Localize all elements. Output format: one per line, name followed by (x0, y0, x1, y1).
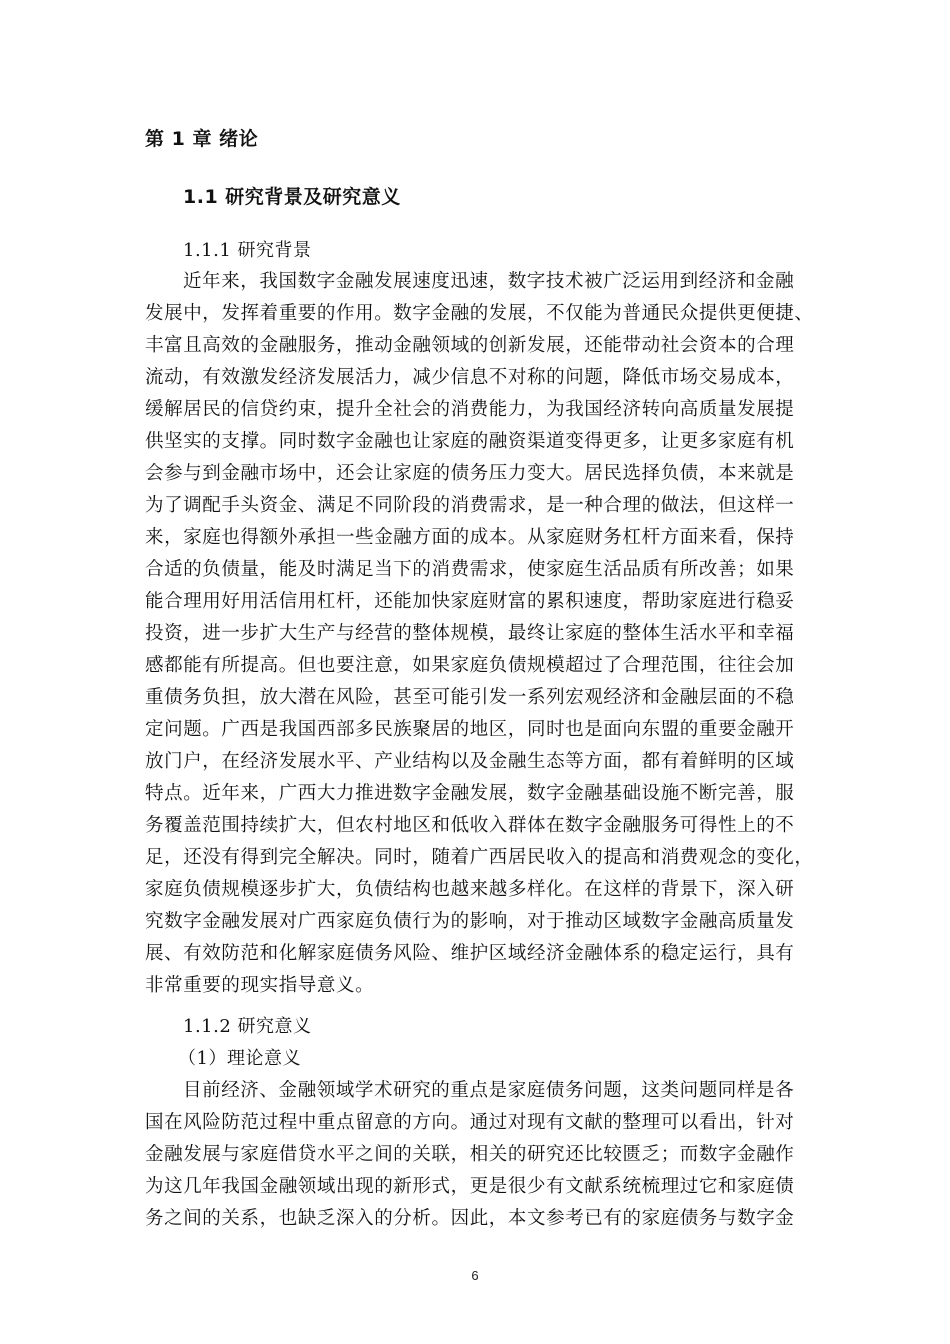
paragraph-line: 定问题。广西是我国西部多民族聚居的地区，同时也是面向东盟的重要金融开 (145, 719, 795, 740)
paragraph-line: 合适的负债量，能及时满足当下的消费需求，使家庭生活品质有所改善；如果 (145, 559, 795, 580)
paragraph-line: 丰富且高效的金融服务，推动金融领域的创新发展，还能带动社会资本的合理 (145, 335, 795, 356)
paragraph-line: 家庭负债规模逐步扩大，负债结构也越来越多样化。在这样的背景下，深入研 (145, 879, 795, 900)
paragraph-line: 国在风险防范过程中重点留意的方向。通过对现有文献的整理可以看出，针对 (145, 1112, 795, 1133)
paragraph-line: 为了调配手头资金、满足不同阶段的消费需求，是一种合理的做法，但这样一 (145, 495, 795, 516)
paragraph-line: 近年来，我国数字金融发展速度迅速，数字技术被广泛运用到经济和金融 (183, 271, 795, 292)
paragraph-line: 放门户，在经济发展水平、产业结构以及金融生态等方面，都有着鲜明的区域 (145, 751, 795, 772)
item-heading-theory: （1）理论意义 (178, 1048, 301, 1069)
paragraph-line: 感都能有所提高。但也要注意，如果家庭负债规模超过了合理范围，往往会加 (145, 655, 795, 676)
paragraph-line: 投资，进一步扩大生产与经营的整体规模，最终让家庭的整体生活水平和幸福 (145, 623, 795, 644)
paragraph-line: 能合理用好用活信用杠杆，还能加快家庭财富的累积速度，帮助家庭进行稳妥 (145, 591, 795, 612)
paragraph-line: 特点。近年来，广西大力推进数字金融发展，数字金融基础设施不断完善，服 (145, 783, 795, 804)
paragraph-line: 非常重要的现实指导意义。 (145, 975, 375, 996)
paragraph-line: 金融发展与家庭借贷水平之间的关联，相关的研究还比较匮乏；而数字金融作 (145, 1144, 795, 1165)
paragraph-line: 为这几年我国金融领域出现的新形式，更是很少有文献系统梳理过它和家庭债 (145, 1176, 795, 1197)
subsection-title-background: 1.1.1 研究背景 (183, 240, 312, 261)
paragraph-line: 来，家庭也得额外承担一些金融方面的成本。从家庭财务杠杆方面来看，保持 (145, 527, 795, 548)
section-title: 1.1 研究背景及研究意义 (183, 186, 401, 208)
paragraph-line: 发展中，发挥着重要的作用。数字金融的发展，不仅能为普通民众提供更便捷、 (145, 303, 814, 324)
subsection-title-significance: 1.1.2 研究意义 (183, 1016, 312, 1037)
paragraph-line: 展、有效防范和化解家庭债务风险、维护区域经济金融体系的稳定运行，具有 (145, 943, 795, 964)
paragraph-line: 究数字金融发展对广西家庭负债行为的影响，对于推动区域数字金融高质量发 (145, 911, 795, 932)
paragraph-line: 供坚实的支撑。同时数字金融也让家庭的融资渠道变得更多，让更多家庭有机 (145, 431, 795, 452)
paragraph-line: 足，还没有得到完全解决。同时，随着广西居民收入的提高和消费观念的变化， (145, 847, 814, 868)
paragraph-line: 缓解居民的信贷约束，提升全社会的消费能力，为我国经济转向高质量发展提 (145, 399, 795, 420)
paragraph-line: 务覆盖范围持续扩大，但农村地区和低收入群体在数字金融服务可得性上的不 (145, 815, 795, 836)
paragraph-line: 重债务负担，放大潜在风险，甚至可能引发一系列宏观经济和金融层面的不稳 (145, 687, 795, 708)
paragraph-line: 流动，有效激发经济发展活力，减少信息不对称的问题，降低市场交易成本， (145, 367, 795, 388)
paragraph-line: 目前经济、金融领域学术研究的重点是家庭债务问题，这类问题同样是各 (183, 1080, 795, 1101)
paragraph-line: 会参与到金融市场中，还会让家庭的债务压力变大。居民选择负债，本来就是 (145, 463, 795, 484)
page-number: 6 (471, 1268, 479, 1283)
paragraph-line: 务之间的关系，也缺乏深入的分析。因此，本文参考已有的家庭债务与数字金 (145, 1208, 795, 1229)
chapter-title: 第 1 章 绪论 (145, 128, 259, 150)
